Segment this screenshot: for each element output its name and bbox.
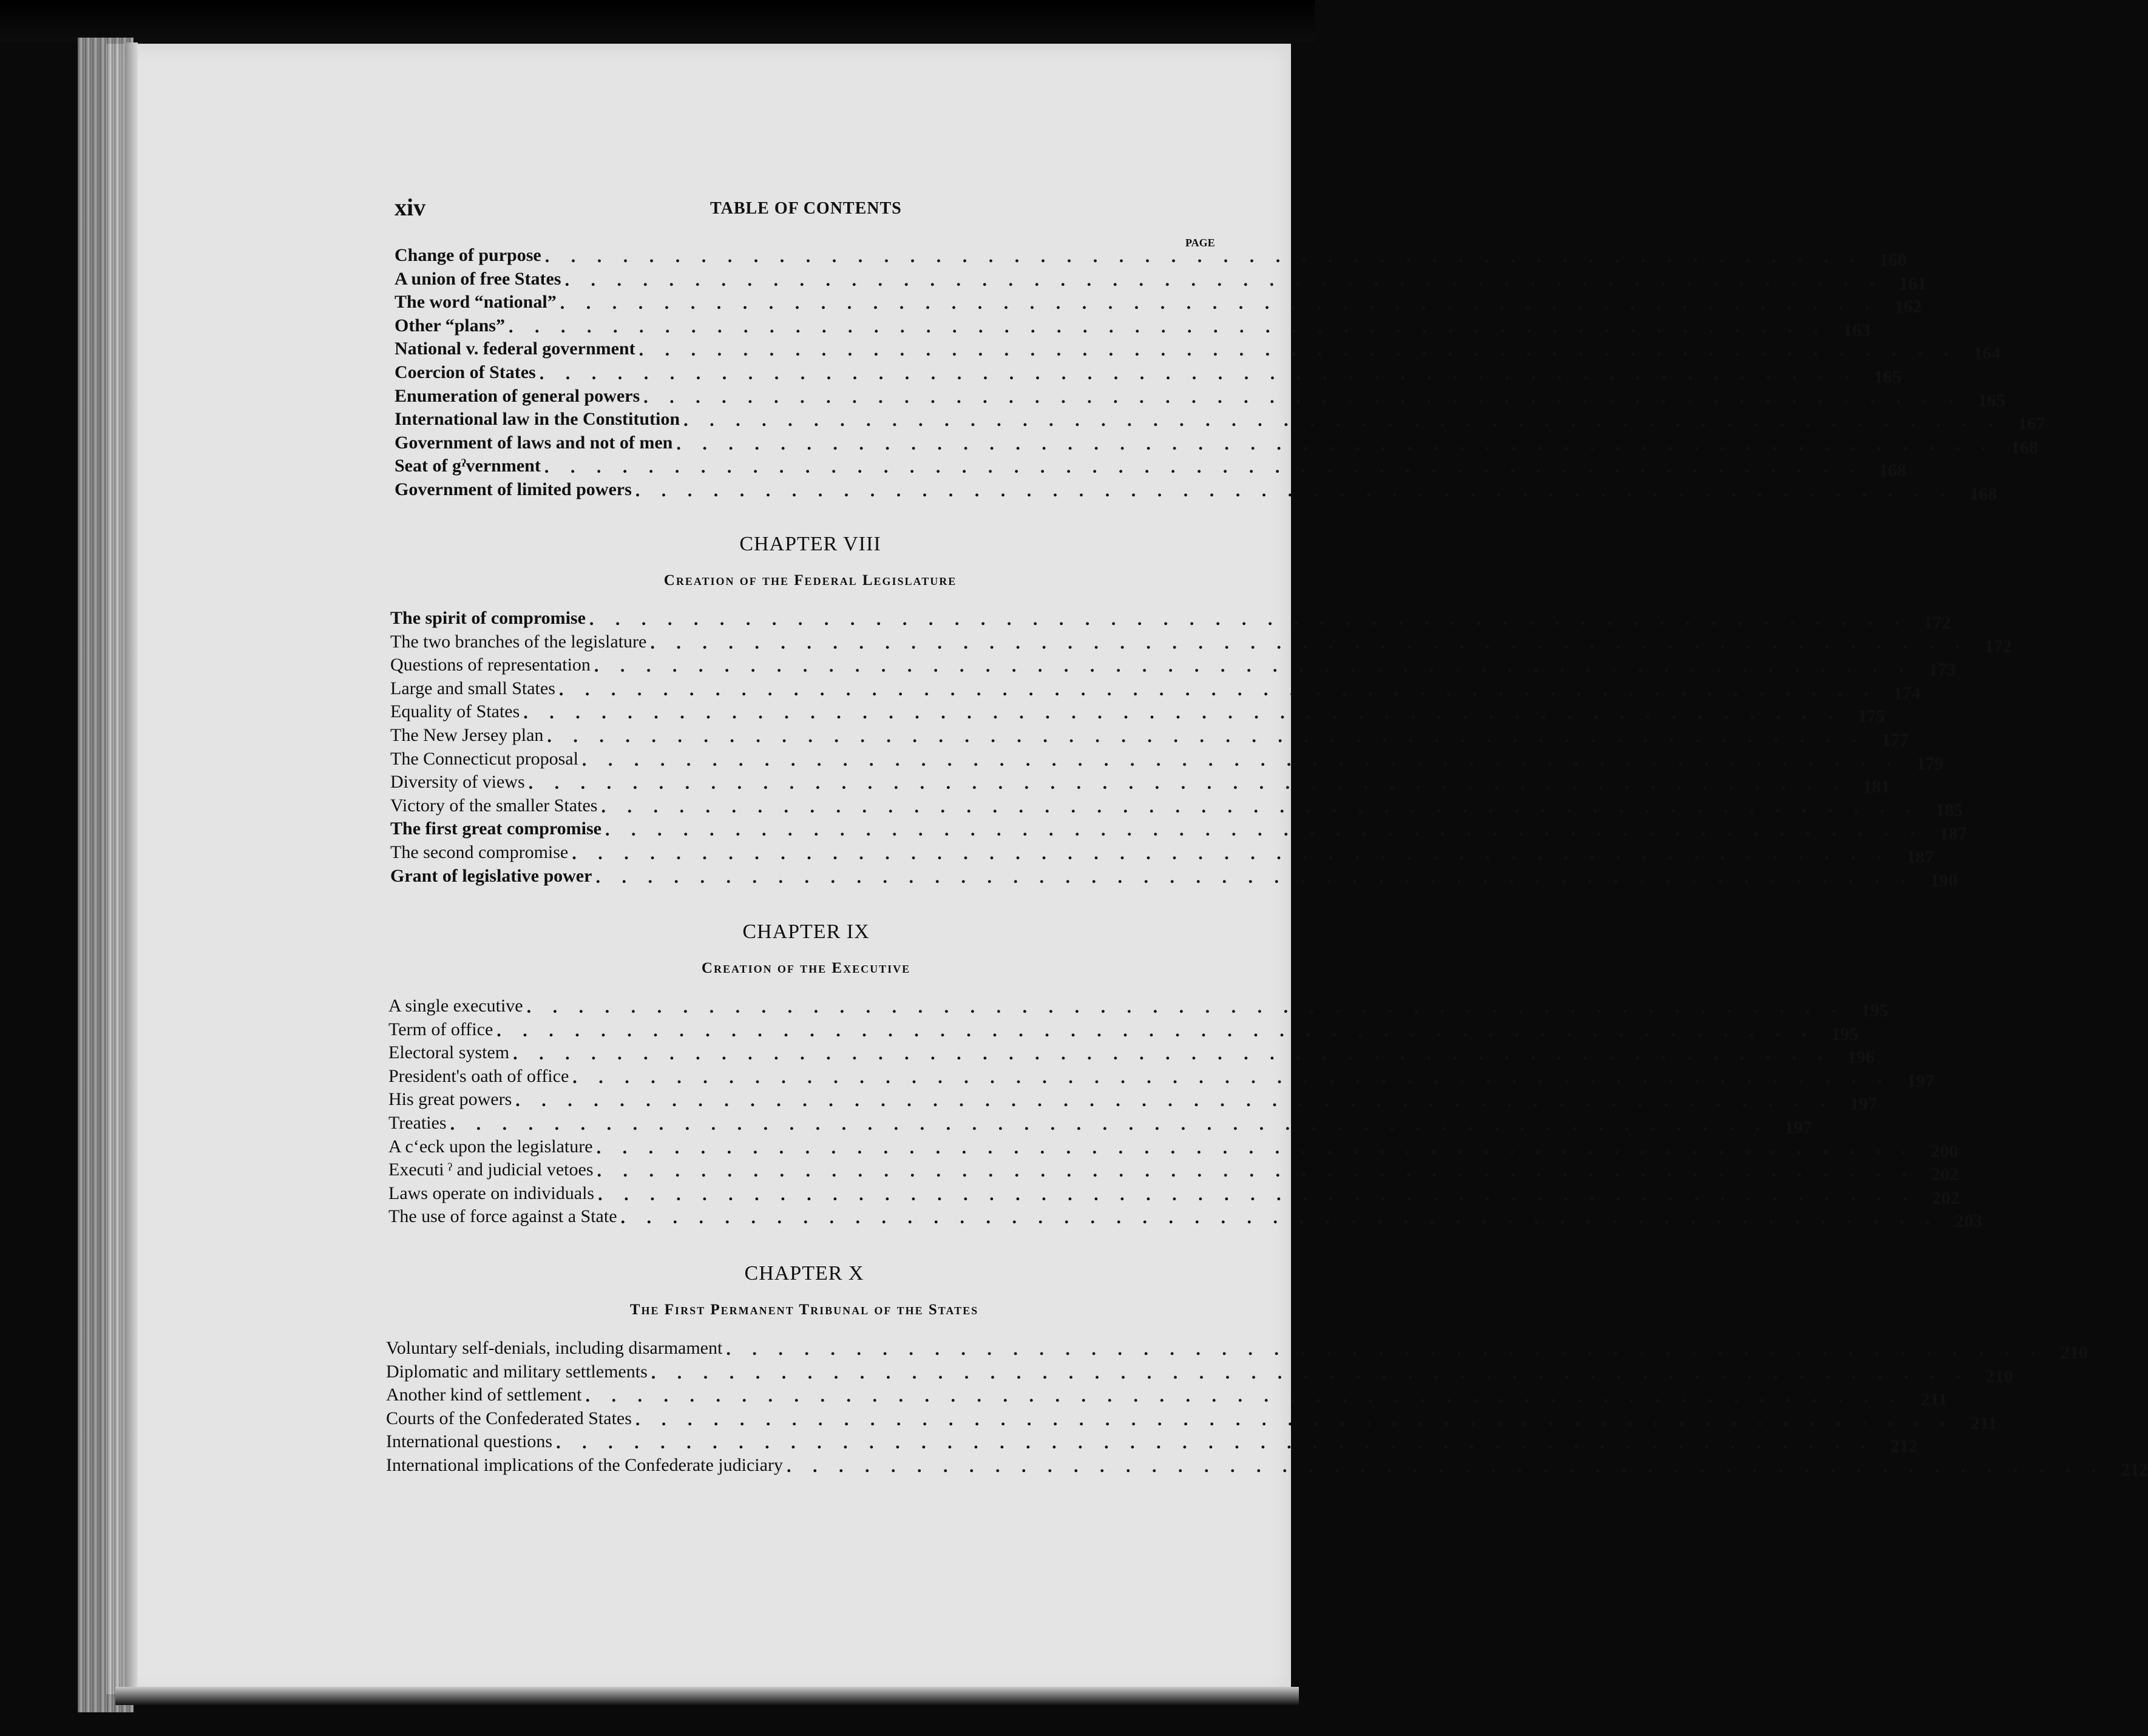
toc-entry-page: 172 <box>1984 636 2012 657</box>
toc-entry-title: Another kind of settlement <box>386 1385 582 1405</box>
dot-leader: . . . . . . . . . . . . . . . . . . . . . . . . . . . . . . . . . . . . . . . . . . . . . . . . . . . <box>635 1409 1954 1430</box>
dot-leader: . . . . . . . . . . . . . . . . . . . . . . . . . . . . . . . . . . . . . . . . . . . . . . . . . . . <box>556 1433 1874 1453</box>
toc-entry-page: 161 <box>1899 273 1926 294</box>
toc-entry-title: Other “plans” <box>395 315 505 336</box>
toc-entry-title: The second compromise <box>390 842 569 862</box>
chapter-title: Creation of the Executive <box>701 960 911 976</box>
dot-leader: . . . . . . . . . . . . . . . . . . . . . . . . . . . . . . . . . . . . . . . . . . . . . . . . . . . <box>544 457 1863 478</box>
toc-entry-title: The use of force against a State <box>388 1206 617 1227</box>
toc-entry-page: 210 <box>1985 1366 2013 1386</box>
toc-entry-page: 165 <box>1977 390 2005 411</box>
dot-leader: . . . . . . . . . . . . . . . . . . . . . . . . . . . . . . . . . . . . . . . . . . . . . . . . . . . <box>564 269 1883 290</box>
toc-entry-page: 197 <box>1784 1117 1812 1138</box>
toc-entry-page: 164 <box>1973 343 2001 364</box>
toc-entry-page: 174 <box>1893 683 1921 703</box>
dot-leader: . . . . . . . . . . . . . . . . . . . . . . . . . . . . . . . . . . . . . . . . . . . . . . . . . . . <box>786 1456 2105 1476</box>
dot-leader: . . . . . . . . . . . . . . . . . . . . . . . . . . . . . . . . . . . . . . . . . . . . . . . . . . . <box>572 1067 1891 1087</box>
toc-entry-title: Diplomatic and military settlements <box>386 1361 648 1382</box>
toc-entry[interactable] <box>395 268 1926 294</box>
toc-entry-page: 168 <box>2010 437 2038 458</box>
dot-leader: . . . . . . . . . . . . . . . . . . . . . . . . . . . . . . . . . . . . . . . . . . . . . . . . . . . <box>676 433 1994 454</box>
toc-entry-page: 202 <box>1931 1164 1959 1185</box>
toc-entry-title: Grant of legislative power <box>390 865 592 886</box>
dot-leader: . . . . . . . . . . . . . . . . . . . . . . . . . . . . . . . . . . . . . . . . . . . . . . . . . . . <box>528 773 1847 794</box>
dot-leader: . . . . . . . . . . . . . . . . . . . . . . . . . . . . . . . . . . . . . . . . . . . . . . . . . . . <box>594 656 1913 677</box>
dot-leader: . . . . . . . . . . . . . . . . . . . . . . . . . . . . . . . . . . . . . . . . . . . . . . . . . . . <box>515 1090 1834 1111</box>
toc-entry[interactable] <box>386 1337 2088 1363</box>
toc-entry[interactable] <box>386 1454 2148 1480</box>
toc-entry-page: 211 <box>1920 1390 1947 1410</box>
toc-list-chapter-ix <box>388 995 1983 1232</box>
toc-entry[interactable] <box>390 841 1934 867</box>
dot-leader: . . . . . . . . . . . . . . . . . . . . . . . . . . . . . . . . . . . . . . . . . . . . . . . . . . . <box>560 293 1879 314</box>
dot-leader: . . . . . . . . . . . . . . . . . . . . . . . . . . . . . . . . . . . . . . . . . . . . . . . . . . . <box>620 1207 1939 1228</box>
toc-entry[interactable] <box>390 771 1891 797</box>
toc-entry-page: 196 <box>1847 1047 1875 1068</box>
toc-entry-title: Victory of the smaller States <box>390 795 598 816</box>
dot-leader: . . . . . . . . . . . . . . . . . . . . . . . . . . . . . . . . . . . . . . . . . . . . . . . . . . . <box>589 609 1908 629</box>
toc-entry-page: 187 <box>1939 823 1967 844</box>
toc-entry-title: Laws operate on individuals <box>388 1183 595 1203</box>
dot-leader: . . . . . . . . . . . . . . . . . . . . . . . . . . . . . . . . . . . . . . . . . . . . . . . . . . . <box>651 1362 1970 1383</box>
dot-leader: . . . . . . . . . . . . . . . . . . . . . . . . . . . . . . . . . . . . . . . . . . . . . . . . . . . <box>526 997 1845 1017</box>
chapter-title: The First Permanent Tribunal of the States <box>629 1302 979 1318</box>
dot-leader: . . . . . . . . . . . . . . . . . . . . . . . . . . . . . . . . . . . . . . . . . . . . . . . . . . . <box>581 749 1900 770</box>
toc-entry[interactable] <box>386 1360 2013 1386</box>
toc-entry[interactable] <box>390 865 1957 891</box>
toc-entry-title: Courts of the Confederated States <box>386 1408 632 1428</box>
toc-entry-title: His great powers <box>388 1089 512 1110</box>
toc-entry-page: 202 <box>1932 1187 1960 1208</box>
toc-entry[interactable] <box>386 1383 1947 1410</box>
toc-entry-page: 195 <box>1831 1024 1858 1044</box>
toc-entry[interactable] <box>390 817 1967 844</box>
dot-leader: . . . . . . . . . . . . . . . . . . . . . . . . . . . . . . . . . . . . . . . . . . . . . . . . . . . <box>539 363 1858 383</box>
toc-entry-title: Term of office <box>388 1019 493 1039</box>
toc-entry-title: Government of laws and not of men <box>395 432 673 453</box>
toc-entry[interactable] <box>390 630 2012 657</box>
dot-leader: . . . . . . . . . . . . . . . . . . . . . . . . . . . . . . . . . . . . . . . . . . . . . . . . . . . <box>598 1184 1916 1204</box>
toc-entry-title: International questions <box>386 1431 553 1452</box>
dot-leader: . . . . . . . . . . . . . . . . . . . . . . . . . . . . . . . . . . . . . . . . . . . . . . . . . . . <box>572 843 1890 863</box>
toc-entry-page: 200 <box>1931 1141 1959 1161</box>
toc-entry-title: Change of purpose <box>395 245 541 265</box>
scan-border-top <box>0 0 1315 42</box>
toc-entry-page: 179 <box>1916 753 1944 774</box>
toc-entry-page: 165 <box>1874 366 1902 387</box>
dot-leader: . . . . . . . . . . . . . . . . . . . . . . . . . . . . . . . . . . . . . . . . . . . . . . . . . . . <box>496 1020 1815 1041</box>
dot-leader: . . . . . . . . . . . . . . . . . . . . . . . . . . . . . . . . . . . . . . . . . . . . . . . . . . . <box>639 340 1957 360</box>
dot-leader: . . . . . . . . . . . . . . . . . . . . . . . . . . . . . . . . . . . . . . . . . . . . . . . . . . . <box>585 1386 1903 1407</box>
toc-entry[interactable] <box>388 1088 1877 1115</box>
chapter-heading: CHAPTER X <box>744 1262 864 1285</box>
toc-entry[interactable] <box>395 454 1906 481</box>
toc-entry[interactable] <box>395 337 2001 364</box>
toc-entry-page: 181 <box>1863 777 1891 797</box>
toc-entry[interactable] <box>395 431 2038 458</box>
toc-list-continued <box>395 244 2045 504</box>
toc-entry-title: The two branches of the legislature <box>390 631 647 652</box>
dot-leader: . . . . . . . . . . . . . . . . . . . . . . . . . . . . . . . . . . . . . . . . . . . . . . . . . . . <box>450 1113 1769 1134</box>
toc-entry[interactable] <box>390 700 1885 727</box>
toc-entry[interactable] <box>390 607 1951 633</box>
toc-entry[interactable] <box>388 1065 1934 1091</box>
toc-entry-title: Enumeration of general powers <box>395 385 640 406</box>
chapter-heading: CHAPTER IX <box>742 920 870 943</box>
dot-leader: . . . . . . . . . . . . . . . . . . . . . . . . . . . . . . . . . . . . . . . . . . . . . . . . . . . <box>596 1137 1915 1158</box>
dot-leader: . . . . . . . . . . . . . . . . . . . . . . . . . . . . . . . . . . . . . . . . . . . . . . . . . . . <box>547 726 1865 746</box>
toc-entry-title: A single executive <box>388 996 523 1016</box>
toc-entry-title: A cʻeck upon the legislature <box>388 1136 593 1157</box>
toc-entry[interactable] <box>390 794 1963 820</box>
toc-entry-title: The first great compromise <box>390 819 601 839</box>
scan-border-bottom <box>115 1687 1299 1705</box>
toc-entry[interactable] <box>395 385 2005 411</box>
page-column-label: PAGE <box>1185 237 1215 249</box>
toc-entry[interactable] <box>388 1135 1959 1161</box>
toc-entry-page: 167 <box>2018 414 2045 434</box>
toc-entry[interactable] <box>395 314 1871 340</box>
toc-entry[interactable] <box>395 478 1997 504</box>
dot-leader: . . . . . . . . . . . . . . . . . . . . . . . . . . . . . . . . . . . . . . . . . . . . . . . . . . . <box>726 1339 2044 1359</box>
toc-entry-title: Coercion of States <box>395 362 536 382</box>
toc-entry-title: The Connecticut proposal <box>390 748 578 769</box>
toc-entry-title: Executi ˀ and judicial vetoes <box>388 1160 594 1180</box>
dot-leader: . . . . . . . . . . . . . . . . . . . . . . . . . . . . . . . . . . . . . . . . . . . . . . . . . . . <box>523 703 1841 723</box>
chapter-heading: CHAPTER VIII <box>739 533 881 555</box>
toc-entry-title: Treaties <box>388 1112 447 1133</box>
toc-entry-title: A union of free States <box>395 268 561 289</box>
toc-entry[interactable] <box>390 748 1944 774</box>
toc-entry-page: 163 <box>1843 320 1871 340</box>
dot-leader: . . . . . . . . . . . . . . . . . . . . . . . . . . . . . . . . . . . . . . . . . . . . . . . . . . . <box>635 480 1954 501</box>
page-number: xiv <box>395 194 426 221</box>
toc-entry-title: The New Jersey plan <box>390 724 544 745</box>
toc-entry-title: Large and small States <box>390 678 555 698</box>
toc-entry-title: President's oath of office <box>388 1066 569 1086</box>
dot-leader: . . . . . . . . . . . . . . . . . . . . . . . . . . . . . . . . . . . . . . . . . . . . . . . . . . . <box>597 1161 1915 1181</box>
dot-leader: . . . . . . . . . . . . . . . . . . . . . . . . . . . . . . . . . . . . . . . . . . . . . . . . . . . <box>544 246 1863 266</box>
toc-entry[interactable] <box>395 408 2045 434</box>
toc-entry[interactable] <box>388 1205 1983 1232</box>
toc-entry-page: 168 <box>1970 484 1997 504</box>
toc-entry-page: 195 <box>1861 1001 1889 1021</box>
toc-entry-page: 168 <box>1879 461 1906 481</box>
toc-entry[interactable] <box>388 1158 1959 1185</box>
toc-entry[interactable] <box>395 361 1902 387</box>
toc-entry-page: 210 <box>2060 1343 2088 1363</box>
toc-entry-page: 177 <box>1881 729 1909 750</box>
toc-entry-title: International implications of the Confederate judiciary <box>386 1454 783 1475</box>
toc-entry[interactable] <box>390 654 1956 680</box>
toc-entry-page: 197 <box>1906 1070 1934 1091</box>
dot-leader: . . . . . . . . . . . . . . . . . . . . . . . . . . . . . . . . . . . . . . . . . . . . . . . . . . . <box>650 632 1968 653</box>
toc-entry-title: Government of limited powers <box>395 479 632 499</box>
toc-entry-title: The spirit of compromise <box>390 608 586 628</box>
toc-entry-page: 197 <box>1849 1094 1877 1115</box>
toc-entry[interactable] <box>388 995 1889 1021</box>
toc-entry-title: National v. federal government <box>395 339 635 359</box>
toc-entry[interactable] <box>390 677 1921 703</box>
dot-leader: . . . . . . . . . . . . . . . . . . . . . . . . . . . . . . . . . . . . . . . . . . . . . . . . . . . <box>605 820 1923 840</box>
toc-entry-page: 172 <box>1923 613 1951 633</box>
dot-leader: . . . . . . . . . . . . . . . . . . . . . . . . . . . . . . . . . . . . . . . . . . . . . . . . . . . <box>683 410 2002 431</box>
toc-entry[interactable] <box>386 1430 1918 1457</box>
toc-entry-page: 212 <box>1890 1436 1918 1457</box>
page-edge <box>124 42 138 1705</box>
toc-entry-title: The word “national” <box>395 292 557 312</box>
toc-entry[interactable] <box>395 244 1907 270</box>
running-title: TABLE OF CONTENTS <box>710 199 902 218</box>
toc-entry[interactable] <box>388 1112 1812 1138</box>
toc-entry-title: Seat of gˀvernment <box>395 456 541 476</box>
toc-entry-page: 160 <box>1879 250 1907 270</box>
toc-entry-title: Electoral system <box>388 1042 510 1063</box>
toc-entry[interactable] <box>386 1407 1997 1433</box>
dot-leader: . . . . . . . . . . . . . . . . . . . . . . . . . . . . . . . . . . . . . . . . . . . . . . . . . . . <box>508 316 1827 337</box>
toc-entry-page: 211 <box>1971 1413 1997 1433</box>
toc-list-chapter-x <box>386 1337 2148 1480</box>
toc-entry-page: 190 <box>1929 870 1957 891</box>
toc-list-chapter-viii <box>390 607 2012 891</box>
toc-entry-title: Voluntary self-denials, including disarmament <box>386 1338 723 1358</box>
toc-entry[interactable] <box>390 724 1909 750</box>
toc-entry[interactable] <box>388 1018 1858 1044</box>
toc-entry[interactable] <box>395 291 1922 317</box>
dot-leader: . . . . . . . . . . . . . . . . . . . . . . . . . . . . . . . . . . . . . . . . . . . . . . . . . . . <box>601 796 1919 817</box>
toc-entry-page: 175 <box>1857 706 1885 727</box>
toc-entry-page: 173 <box>1928 660 1956 680</box>
dot-leader: . . . . . . . . . . . . . . . . . . . . . . . . . . . . . . . . . . . . . . . . . . . . . . . . . . . <box>595 866 1914 887</box>
toc-entry-page: 185 <box>1935 800 1963 820</box>
toc-entry-title: International law in the Constitution <box>395 409 680 430</box>
toc-entry-title: Diversity of views <box>390 772 525 792</box>
toc-entry-page: 203 <box>1955 1211 1983 1232</box>
toc-entry[interactable] <box>388 1182 1960 1208</box>
dot-leader: . . . . . . . . . . . . . . . . . . . . . . . . . . . . . . . . . . . . . . . . . . . . . . . . . . . <box>643 387 1962 407</box>
dot-leader: . . . . . . . . . . . . . . . . . . . . . . . . . . . . . . . . . . . . . . . . . . . . . . . . . . . <box>513 1044 1831 1064</box>
toc-entry-title: Equality of States <box>390 701 520 722</box>
chapter-title: Creation of the Federal Legislature <box>663 572 957 589</box>
toc-entry-page: 212 <box>2121 1459 2148 1480</box>
toc-entry-page: 187 <box>1906 846 1934 867</box>
toc-entry[interactable] <box>388 1041 1875 1068</box>
toc-entry-title: Questions of representation <box>390 655 591 675</box>
dot-leader: . . . . . . . . . . . . . . . . . . . . . . . . . . . . . . . . . . . . . . . . . . . . . . . . . . . <box>558 679 1877 700</box>
toc-entry-page: 162 <box>1894 297 1922 317</box>
